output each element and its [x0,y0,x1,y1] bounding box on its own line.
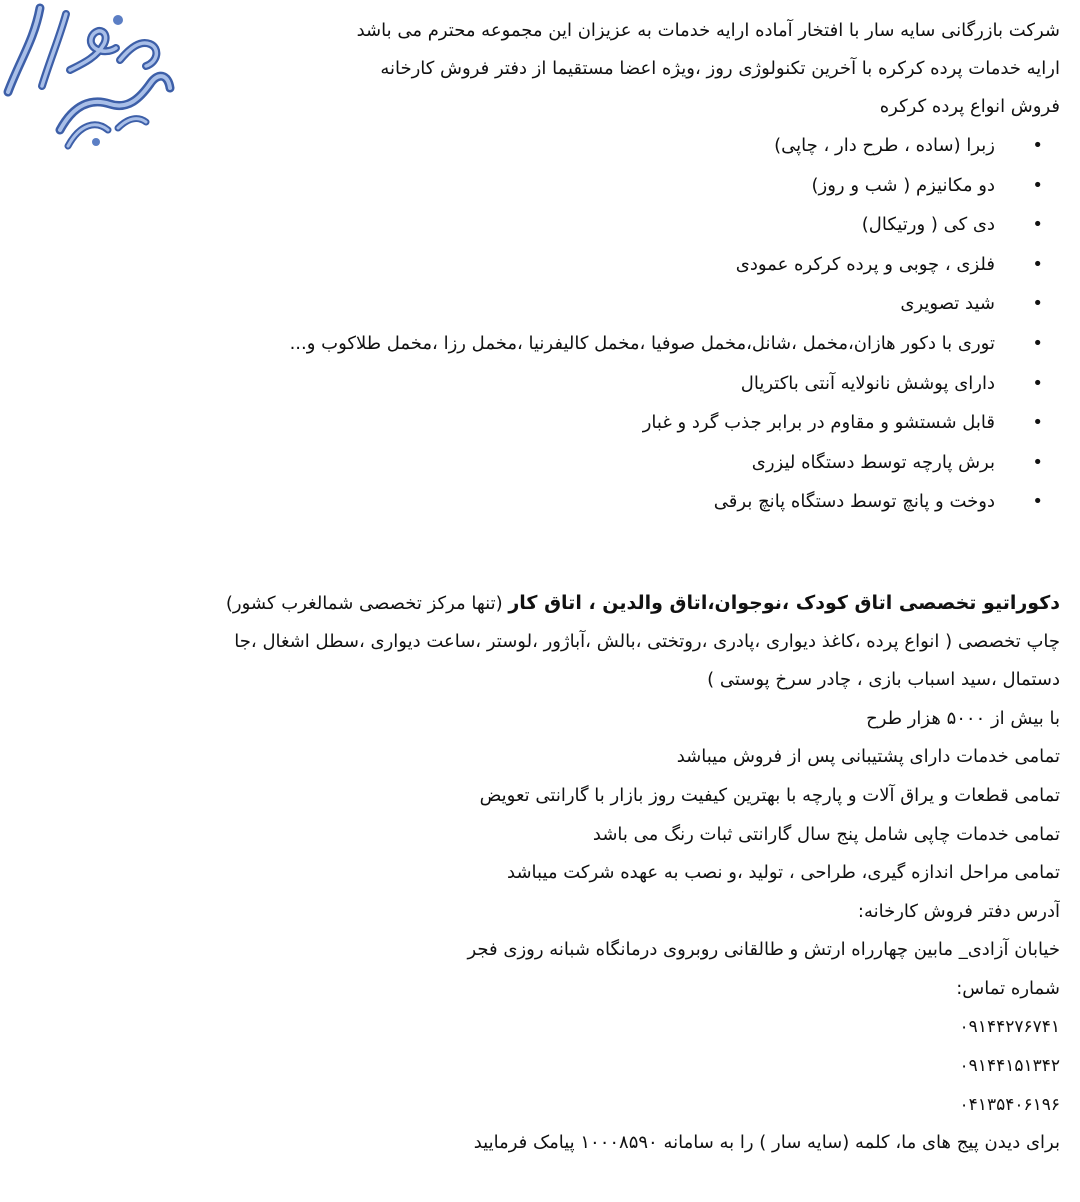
phone-number-1: ۰۹۱۴۴۲۷۶۷۴۱ [959,1017,1060,1038]
bullet-icon: • [1032,174,1043,196]
parts-warranty: تمامی قطعات و یراق آلات و پارچه با بهترین کیفیت روز بازار با گارانتی تعویض [479,784,1060,806]
intro-line-1: شرکت بازرگانی سایه سار با افتخار آماده ارایه خدمات به عزیزان این مجموعه محترم می باشد [356,20,1060,41]
list-item: • قابل شستشو و مقاوم در برابر جذب گرد و غبار [20,403,995,443]
decor-headline [20,584,1060,623]
bullet-icon: • [1032,491,1043,513]
designs-count: با بیش از ۵۰۰۰ هزار طرح [866,707,1060,729]
list-item: • زبرا (ساده ، طرح دار ، چاپی) [20,126,995,166]
print-services-line-1: چاپ تخصصی ( انواع پرده ،کاغذ دیواری ،پادری ،روتختی ،بالش ،آباژور ،لوستر ،ساعت دیواری ،سطل اشغال ،جا [234,630,1060,652]
bullet-icon: • [1032,253,1043,275]
bullet-icon: • [1032,135,1043,156]
list-item: • دارای پوشش نانولایه آنتی باکتریال [20,364,995,404]
features-list [20,126,1060,522]
bullet-icon: • [1032,412,1043,434]
list-item: • دوخت و پانچ توسط دستگاه پانچ برقی [20,482,995,522]
list-item: • دو مکانیزم ( شب و روز) [20,166,995,206]
intro-line-2: ارایه خدمات پرده کرکره با آخرین تکنولوژی روز ،ویژه اعضا مستقیما از دفتر فروش کارخانه [380,58,1060,79]
bullet-icon: • [1032,293,1043,315]
address-label: آدرس دفتر فروش کارخانه: [857,900,1060,922]
bullet-icon: • [1032,214,1043,236]
after-sales-support: تمامی خدمات دارای پشتیبانی پس از فروش میباشد [676,746,1060,768]
decor-headline-bold: دکوراتیو تخصصی اتاق کودک ،نوجوان،اتاق والدین ، اتاق کار [508,591,1060,614]
print-warranty: تمامی خدمات چاپی شامل پنج سال گارانتی ثبات رنگ می باشد [592,823,1060,845]
sms-instruction: برای دیدن پیج های ما، کلمه (سایه سار ) را به سامانه ۱۰۰۰۸۵۹۰ پیامک فرمایید [473,1132,1060,1154]
bullet-icon: • [1032,451,1043,473]
address-text: خیابان آزادی_ مابین چهارراه ارتش و طالقانی روبروی درمانگاه شبانه روزی فجر [467,939,1060,961]
section-gap [20,522,1060,584]
document-body [20,12,1060,1163]
phone-number-3: ۰۴۱۳۵۴۰۶۱۹۶ [959,1094,1060,1115]
list-item: • دی کی ( ورتیکال) [20,205,995,245]
phone-label: شماره تماس: [956,977,1060,999]
intro-line-3: فروش انواع پرده کرکره [879,96,1060,117]
list-item: • توری با دکور هازان،مخمل ،شانل،مخمل صوفیا ،مخمل کالیفرنیا ،مخمل رزا ،مخمل طلاکوب و... [20,324,995,364]
list-item: • شید تصویری [20,284,995,324]
bullet-icon: • [1032,332,1043,354]
decorative-section [20,584,1060,1163]
intro-section [20,12,1060,126]
list-item: • برش پارچه توسط دستگاه لیزری [20,443,995,483]
decor-headline-note: (تنها مرکز تخصصی شمالغرب کشور) [225,592,509,614]
print-services-line-2: دستمال ،سید اسباب بازی ، چادر سرخ پوستی ) [707,669,1060,691]
service-stages: تمامی مراحل اندازه گیری، طراحی ، تولید ،و نصب به عهده شرکت میباشد [507,862,1060,884]
bullet-icon: • [1032,372,1043,394]
list-item: • فلزی ، چوبی و پرده کرکره عمودی [20,245,995,285]
phone-number-2: ۰۹۱۴۴۱۵۱۳۴۲ [959,1056,1060,1077]
